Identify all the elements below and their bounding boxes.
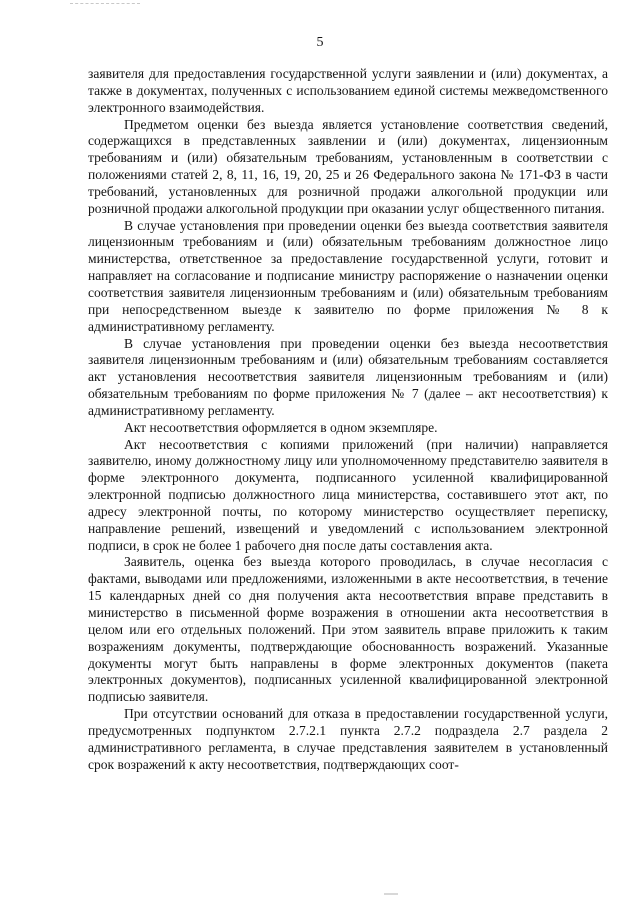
paragraph-objections: Заявитель, оценка без выезда которого проводилась, в случае несогласия с фактами, выводами или предложениями, изложенными в акте несоответствия, в течение 15 календарных дней со дня получения акта несоответствия вправе представить в министерство в письменной форме возражения в отношении акта несоответствия в целом или его отдельных положений. При этом заявитель вправе приложить к таким возражениям документы, подтверждающие обоснованность возражений. Указанные документы могут быть направлены в форме электронных документов (пакета электронных документов), подписанных усиленной квалифицированной электронной подписью заявителя. bbox=[88, 554, 608, 705]
paragraph-act-copies: Акт несоответствия оформляется в одном экземпляре. bbox=[124, 419, 438, 435]
paragraph-act-delivery: Акт несоответствия с копиями приложений (при наличии) направляется заявителю, иному должностному лицу или уполномоченному представителю заявителя в форме электронного документа, подписанного усиленной квалифицированной электронной подписью должностного лица министерства, составившего этот акт, по адресу электронной почты, по которому министерство осуществляет переписку, направление решений, извещений и уведомлений с использованием электронной подписи, в срок не более 1 рабочего дня после даты составления акта. bbox=[88, 436, 608, 553]
paragraph-assessment-subject: Предметом оценки без выезда является установление соответствия сведений, содержащихся в представленных заявлении и (или) документах, лицензионным требованиям и (или) обязательным требованиям, установленным в соответствии с положениями статей 2, 8, 11, 16, 19, 20, 25 и 26 Федерального закона № 171-ФЗ в части требований, установленных для розничной продажи алкогольной продукции или розничной продажи алкогольной продукции при оказании услуг общественного питания. bbox=[88, 116, 608, 216]
paragraph-compliance-case: В случае установления при проведении оценки без выезда соответствия заявителя лицензионным требованиям и (или) обязательным требованиям должностное лицо министерства, ответственное за предоставление государственной услуги, готовит и направляет на согласование и подписание министру распоряжение о назначении оценки соответствия заявителя лицензионным требованиям и (или) обязательным требованиям при непосредственном выезде к заявителю по форме приложения № 8 к административному регламенту. bbox=[88, 217, 608, 334]
scan-artifact-bottom bbox=[384, 893, 398, 895]
document-body bbox=[88, 66, 608, 773]
paragraph-continuation: заявителя для предоставления государственной услуги заявлении и (или) документах, а также в документах, полученных с использованием единой системы межведомственного электронного взаимодействия. bbox=[88, 66, 608, 115]
paragraph-noncompliance-case: В случае установления при проведении оценки без выезда несоответствия заявителя лицензионным требованиям и (или) обязательным требованиям составляется акт установления несоответствия заявителя лицензионным требованиям и (или) обязательным требованиям по форме приложения № 7 (далее – акт несоответствия) к административному регламенту. bbox=[88, 335, 608, 418]
paragraph-no-refusal-grounds: При отсутствии оснований для отказа в предоставлении государственной услуги, предусмотренных подпунктом 2.7.2.1 пункта 2.7.2 подраздела 2.7 раздела 2 административного регламента, в случае представления заявителем в установленный срок возражений к акту несоответствия, подтверждающих соот- bbox=[88, 706, 608, 772]
scan-artifact-top bbox=[70, 0, 140, 4]
page-number: 5 bbox=[316, 35, 324, 50]
